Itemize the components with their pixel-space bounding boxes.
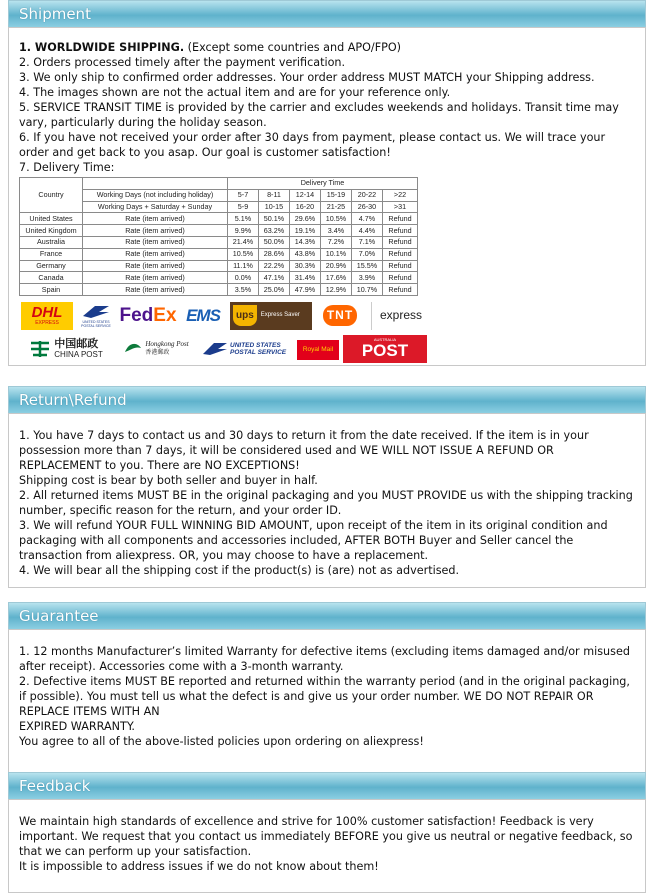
country-cell: United States (20, 213, 83, 225)
weekend-days-range: 21-25 (321, 201, 352, 213)
shipment-section (8, 0, 646, 366)
rate-cell: 21.4% (228, 236, 259, 248)
auspost-small-text: AUSTRALIA (373, 337, 397, 343)
returns-item-2: 2. All returned items MUST BE in the original packaging and you MUST PROVIDE us with the shipping tracking number, specific reason for the return, and your order ID. (19, 489, 633, 517)
royal-mail-text: Royal Mail (302, 346, 334, 354)
ems-text: EMS (186, 306, 220, 326)
working-days-range: >22 (383, 189, 418, 201)
royal-mail-logo (297, 340, 339, 360)
working-days-range: 5-7 (228, 189, 259, 201)
returns-item-4: 4. We will bear all the shipping cost if the product(s) is (are) not as advertised. (19, 564, 460, 577)
guarantee-item-2: 2. Defective items MUST BE reported and returned within the warranty period (and in the original packaging, if possible). You must tell us what the defect is and give us your order number. WE DO NOT REPAIR OR REPLACE ITEMS WITH AN (19, 675, 630, 718)
rate-label-cell: Rate (item arrived) (83, 225, 228, 237)
rate-label-cell: Rate (item arrived) (83, 248, 228, 260)
guarantee-header: Guarantee (8, 602, 646, 629)
rate-cell: 30.3% (290, 260, 321, 272)
working-days-range: 15-19 (321, 189, 352, 201)
worldwide-shipping-note: (Except some countries and APO/FPO) (184, 41, 402, 54)
country-cell: France (20, 248, 83, 260)
rate-cell: 7.2% (321, 236, 352, 248)
china-post-logo (21, 335, 111, 363)
table-row (20, 284, 418, 296)
tnt-text: TNT (323, 305, 357, 326)
rate-cell: 3.9% (352, 272, 383, 284)
rate-cell: 10.1% (321, 248, 352, 260)
rate-cell: 10.5% (321, 213, 352, 225)
shipment-item-5: 5. SERVICE TRANSIT TIME is provided by the carrier and excludes weekends and holidays. Transit time may vary, particularly during the holiday season. (19, 101, 619, 129)
eagle-icon (81, 304, 111, 320)
country-cell: Australia (20, 236, 83, 248)
country-cell: Spain (20, 284, 83, 296)
country-cell: United Kingdom (20, 225, 83, 237)
shipment-body (8, 27, 646, 366)
rate-cell: Refund (383, 248, 418, 260)
fedex-ex-text: Ex (153, 305, 177, 327)
rate-cell: 47.1% (259, 272, 290, 284)
rate-cell: 29.6% (290, 213, 321, 225)
shipment-item-2: 2. Orders processed timely after the payment verification. (19, 56, 346, 69)
table-row (20, 213, 418, 225)
guarantee-body (8, 629, 646, 775)
courier-logos (19, 302, 636, 364)
table-row (20, 225, 418, 237)
rate-label-cell: Rate (item arrived) (83, 213, 228, 225)
weekend-days-range: 5-9 (228, 201, 259, 213)
rate-cell: 7.0% (352, 248, 383, 260)
ems-logo (179, 304, 227, 328)
tnt-logo (315, 304, 365, 328)
tnt-express-text: express (379, 308, 423, 323)
feedback-body (8, 799, 646, 893)
rate-cell: 10.5% (228, 248, 259, 260)
australia-post-logo (343, 335, 427, 363)
rate-cell: 50.1% (259, 213, 290, 225)
rate-cell: 10.7% (352, 284, 383, 296)
working-days-weekend-label: Working Days + Saturday + Sunday (83, 201, 228, 213)
return-refund-body (8, 413, 646, 588)
delivery-time-header: Delivery Time (228, 178, 418, 190)
rate-cell: 3.5% (228, 284, 259, 296)
feedback-closing: It is impossible to address issues if we do not know about them! (19, 860, 379, 873)
hongkong-post-logo (115, 335, 197, 363)
rate-label-cell: Rate (item arrived) (83, 236, 228, 248)
country-cell: Canada (20, 272, 83, 284)
country-cell: Germany (20, 260, 83, 272)
usps-eagle-icon (202, 341, 228, 357)
dhl-sub-text: EXPRESS (35, 320, 59, 327)
rate-cell: Refund (383, 272, 418, 284)
rate-cell: Refund (383, 236, 418, 248)
worldwide-shipping-label: 1. WORLDWIDE SHIPPING. (19, 41, 185, 54)
return-refund-header: Return\Refund (8, 386, 646, 413)
delivery-time-table (19, 177, 418, 296)
rate-label-cell: Rate (item arrived) (83, 272, 228, 284)
hk-post-swirl-icon (123, 340, 143, 358)
dhl-text: DHL (31, 304, 63, 322)
rate-cell: 17.6% (321, 272, 352, 284)
rate-cell: 47.9% (290, 284, 321, 296)
working-days-range: 8-11 (259, 189, 290, 201)
returns-item-1: 1. You have 7 days to contact us and 30 days to return it from the date received. If the item is in your possession more than 7 days, it will be considered used and WE WILL NOT ISSUE A REFUND OR REPLACEMENT to you. There are NO EXCEPTIONS! (19, 429, 589, 472)
shipment-header: Shipment (8, 0, 646, 27)
rate-label-cell: Rate (item arrived) (83, 284, 228, 296)
table-row (20, 248, 418, 260)
china-post-emblem-icon (29, 339, 51, 359)
weekend-days-range: >31 (383, 201, 418, 213)
fedex-fed-text: Fed (119, 305, 154, 327)
returns-shipping-cost: Shipping cost is bear by both seller and buyer in half. (19, 474, 318, 487)
working-days-range: 20-22 (352, 189, 383, 201)
rate-cell: 15.5% (352, 260, 383, 272)
rate-cell: 9.9% (228, 225, 259, 237)
weekend-days-range: 10-15 (259, 201, 290, 213)
usps-small-text: UNITED STATES POSTAL SERVICE (81, 319, 111, 328)
shipment-item-7: 7. Delivery Time: (19, 161, 115, 174)
weekend-days-range: 16-20 (290, 201, 321, 213)
china-post-text (54, 338, 102, 359)
ups-logo (230, 302, 312, 330)
ups-saver-text: Express Saver (260, 312, 300, 319)
fedex-logo (120, 302, 176, 330)
rate-cell: 28.6% (259, 248, 290, 260)
rate-cell: 25.0% (259, 284, 290, 296)
weekend-days-range: 26-30 (352, 201, 383, 213)
hk-post-en-text: Hongkong Post (145, 340, 189, 349)
working-days-range: 12-14 (290, 189, 321, 201)
auspost-big-text: POST (361, 341, 409, 361)
working-days-label: Working Days (not including holiday) (83, 189, 228, 201)
returns-item-3: 3. We will refund YOUR FULL WINNING BID AMOUNT, upon receipt of the item in its original condition and packaging with all components and accessories included, AFTER BOTH Buyer and Seller cancel the transaction from aliexpress. OR, you may choose to have a replacement. (19, 519, 608, 562)
rate-cell: 20.9% (321, 260, 352, 272)
china-post-en-text: CHINA POST (54, 350, 103, 360)
hk-post-text (145, 340, 188, 357)
rate-cell: 19.1% (290, 225, 321, 237)
rate-cell: 22.2% (259, 260, 290, 272)
guarantee-agreement: You agree to all of the above-listed policies upon ordering on aliexpress! (19, 735, 424, 748)
rate-cell: 5.1% (228, 213, 259, 225)
rate-cell: 3.4% (321, 225, 352, 237)
rate-cell: 63.2% (259, 225, 290, 237)
return-refund-section (8, 386, 646, 588)
shipment-item-3: 3. We only ship to confirmed order addresses. Your order address MUST MATCH your Shipping address. (19, 71, 595, 84)
rate-cell: Refund (383, 225, 418, 237)
rate-label-cell: Rate (item arrived) (83, 260, 228, 272)
feedback-header: Feedback (8, 772, 646, 799)
rate-cell: 12.9% (321, 284, 352, 296)
rate-cell: Refund (383, 260, 418, 272)
shipment-item-1 (19, 40, 636, 55)
country-header: Country (20, 178, 83, 213)
usps-eagle-logo (77, 302, 115, 330)
tnt-express-logo (371, 302, 430, 330)
rate-cell: 4.4% (352, 225, 383, 237)
table-row (20, 272, 418, 284)
guarantee-expired: EXPIRED WARRANTY. (19, 720, 135, 733)
shipment-item-6: 6. If you have not received your order after 30 days from payment, please contact us. We will trace your order and get back to you asap. Our goal is customer satisfaction! (19, 131, 606, 159)
rate-cell: 0.0% (228, 272, 259, 284)
rate-cell: Refund (383, 213, 418, 225)
usps-big-text: UNITED STATES POSTAL SERVICE (230, 341, 287, 356)
table-row (20, 236, 418, 248)
rate-cell: 4.7% (352, 213, 383, 225)
feedback-paragraph: We maintain high standards of excellence and strive for 100% customer satisfaction! Feedback is very important. We request that you contact us immediately BEFORE you give us neutral or negative feedback, so that we can perform up your satisfaction. (19, 815, 633, 858)
rate-cell: 31.4% (290, 272, 321, 284)
ups-shield: ups (233, 305, 257, 326)
usps-logo (201, 335, 293, 363)
rate-cell: 7.1% (352, 236, 383, 248)
dhl-logo (21, 302, 73, 330)
guarantee-item-1: 1. 12 months Manufacturer’s limited Warranty for defective items (excluding items damaged and/or misused after receipt). Accessories come with a 3-month warranty. (19, 645, 630, 673)
china-post-cn-text: 中国邮政 (54, 338, 99, 351)
hk-post-cn-text: 香港郵政 (145, 350, 170, 357)
rate-cell: Refund (383, 284, 418, 296)
feedback-section (8, 772, 646, 893)
guarantee-section (8, 602, 646, 775)
rate-cell: 43.8% (290, 248, 321, 260)
rate-cell: 50.0% (259, 236, 290, 248)
shipment-item-4: 4. The images shown are not the actual item and are for your reference only. (19, 86, 451, 99)
table-row (20, 260, 418, 272)
rate-cell: 11.1% (228, 260, 259, 272)
rate-cell: 14.3% (290, 236, 321, 248)
